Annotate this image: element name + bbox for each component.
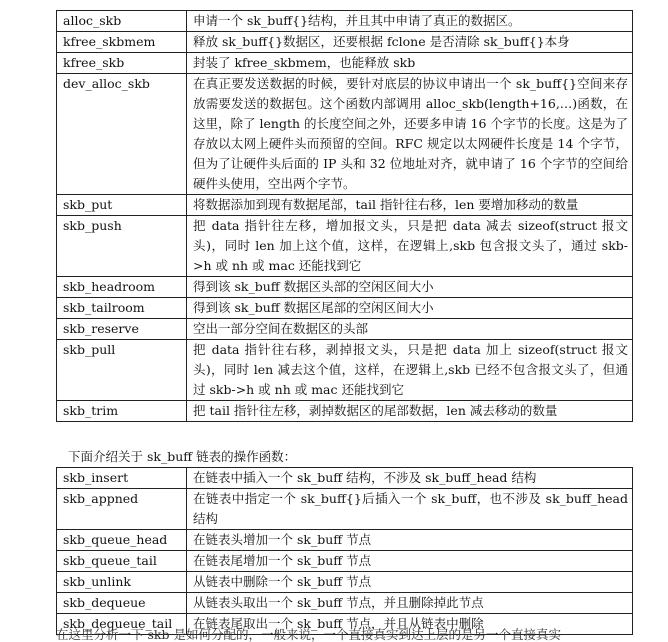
function-description: 在链表头增加一个 sk_buff 节点 (187, 530, 633, 551)
function-name: skb_headroom (57, 277, 187, 298)
function-description: 在链表尾增加一个 sk_buff 节点 (187, 551, 633, 572)
table-row (57, 53, 633, 74)
function-description: 把 data 指针往右移，剥掉报文头，只是把 data 加上 sizeof(struct 报文头)，同时 len 减去这个值，这样，在逻辑上,skb 已经不包含报文头了，但通过 skb->h 或 nh 或 mac 还能找到它 (187, 340, 633, 401)
function-name: dev_alloc_skb (57, 74, 187, 195)
function-name: skb_insert (57, 468, 187, 489)
function-name: skb_dequeue_tail (57, 614, 187, 635)
function-name: skb_queue_head (57, 530, 187, 551)
skb-functions-table (56, 10, 633, 422)
function-description: 封装了 kfree_skbmem，也能释放 skb (187, 53, 633, 74)
function-name: skb_unlink (57, 572, 187, 593)
table-row (57, 195, 633, 216)
table-row (57, 572, 633, 593)
function-name: skb_pull (57, 340, 187, 401)
function-description: 得到该 sk_buff 数据区尾部的空闲区间大小 (187, 298, 633, 319)
table-row (57, 551, 633, 572)
function-description: 在链表中插入一个 sk_buff 结构，不涉及 sk_buff_head 结构 (187, 468, 633, 489)
function-name: alloc_skb (57, 11, 187, 32)
function-description: 在真正要发送数据的时候，要针对底层的协议申请出一个 sk_buff{}空间来存放需要发送的数据包。这个函数内部调用 alloc_skb(length+16,…)函数，在这里，除了 length 的长度空间之外，还要多申请 16 个字节的长度。这是为了存放以太网上硬件头而预留的空间。RFC 规定以太网硬件长度是 14 个字节，但为了让硬件头后面的 IP 头和 32 位地址对齐，就申请了 16 个字节的空间给硬件头使用，空出两个字节。 (187, 74, 633, 195)
function-description: 申请一个 sk_buff{}结构，并且其中申请了真正的数据区。 (187, 11, 633, 32)
function-description: 把 data 指针往左移，增加报文头，只是把 data 减去 sizeof(struct 报文头)，同时 len 加上这个值，这样，在逻辑上,skb 包含报文头了，通过 skb->h 或 nh 或 mac 还能找到它 (187, 216, 633, 277)
function-description: 在链表中指定一个 sk_buff{}后插入一个 sk_buff，也不涉及 sk_buff_head 结构 (187, 489, 633, 530)
function-description: 释放 sk_buff{}数据区，还要根据 fclone 是否清除 sk_buff{}本身 (187, 32, 633, 53)
table-row (57, 74, 633, 195)
function-description: 把 tail 指针往左移，剥掉数据区的尾部数据，len 减去移动的数量 (187, 401, 633, 422)
function-name: kfree_skb (57, 53, 187, 74)
table-row (57, 593, 633, 614)
function-name: skb_dequeue (57, 593, 187, 614)
function-name: skb_reserve (57, 319, 187, 340)
function-name: skb_put (57, 195, 187, 216)
table-row (57, 32, 633, 53)
function-description: 从链表中删除一个 sk_buff 节点 (187, 572, 633, 593)
table-row (57, 468, 633, 489)
list-functions-intro: 下面介绍关于 sk_buff 链表的操作函数： (68, 449, 297, 464)
function-description: 将数据添加到现有数据尾部，tail 指针往右移，len 要增加移动的数量 (187, 195, 633, 216)
table-row (57, 340, 633, 401)
table-row (57, 298, 633, 319)
function-description: 得到该 sk_buff 数据区头部的空闲区间大小 (187, 277, 633, 298)
function-name: skb_push (57, 216, 187, 277)
function-description: 从链表头取出一个 sk_buff 节点，并且删除掉此节点 (187, 593, 633, 614)
function-name: skb_trim (57, 401, 187, 422)
table-row (57, 319, 633, 340)
function-name: skb_appned (57, 489, 187, 530)
truncated-paragraph: 在这里分析一下 skb 是如何分配的，一般来说，一个直接真实到达上层的是另一个直接真实 (56, 627, 561, 642)
table-row (57, 489, 633, 530)
table-row (57, 277, 633, 298)
skb-list-functions-table (56, 467, 633, 635)
table-row (57, 530, 633, 551)
table-row (57, 11, 633, 32)
table-row (57, 216, 633, 277)
function-description: 空出一部分空间在数据区的头部 (187, 319, 633, 340)
function-description: 在链表尾取出一个 sk_buff 节点，并且从链表中删除 (187, 614, 633, 635)
function-name: skb_queue_tail (57, 551, 187, 572)
function-name: skb_tailroom (57, 298, 187, 319)
table-row (57, 401, 633, 422)
function-name: kfree_skbmem (57, 32, 187, 53)
